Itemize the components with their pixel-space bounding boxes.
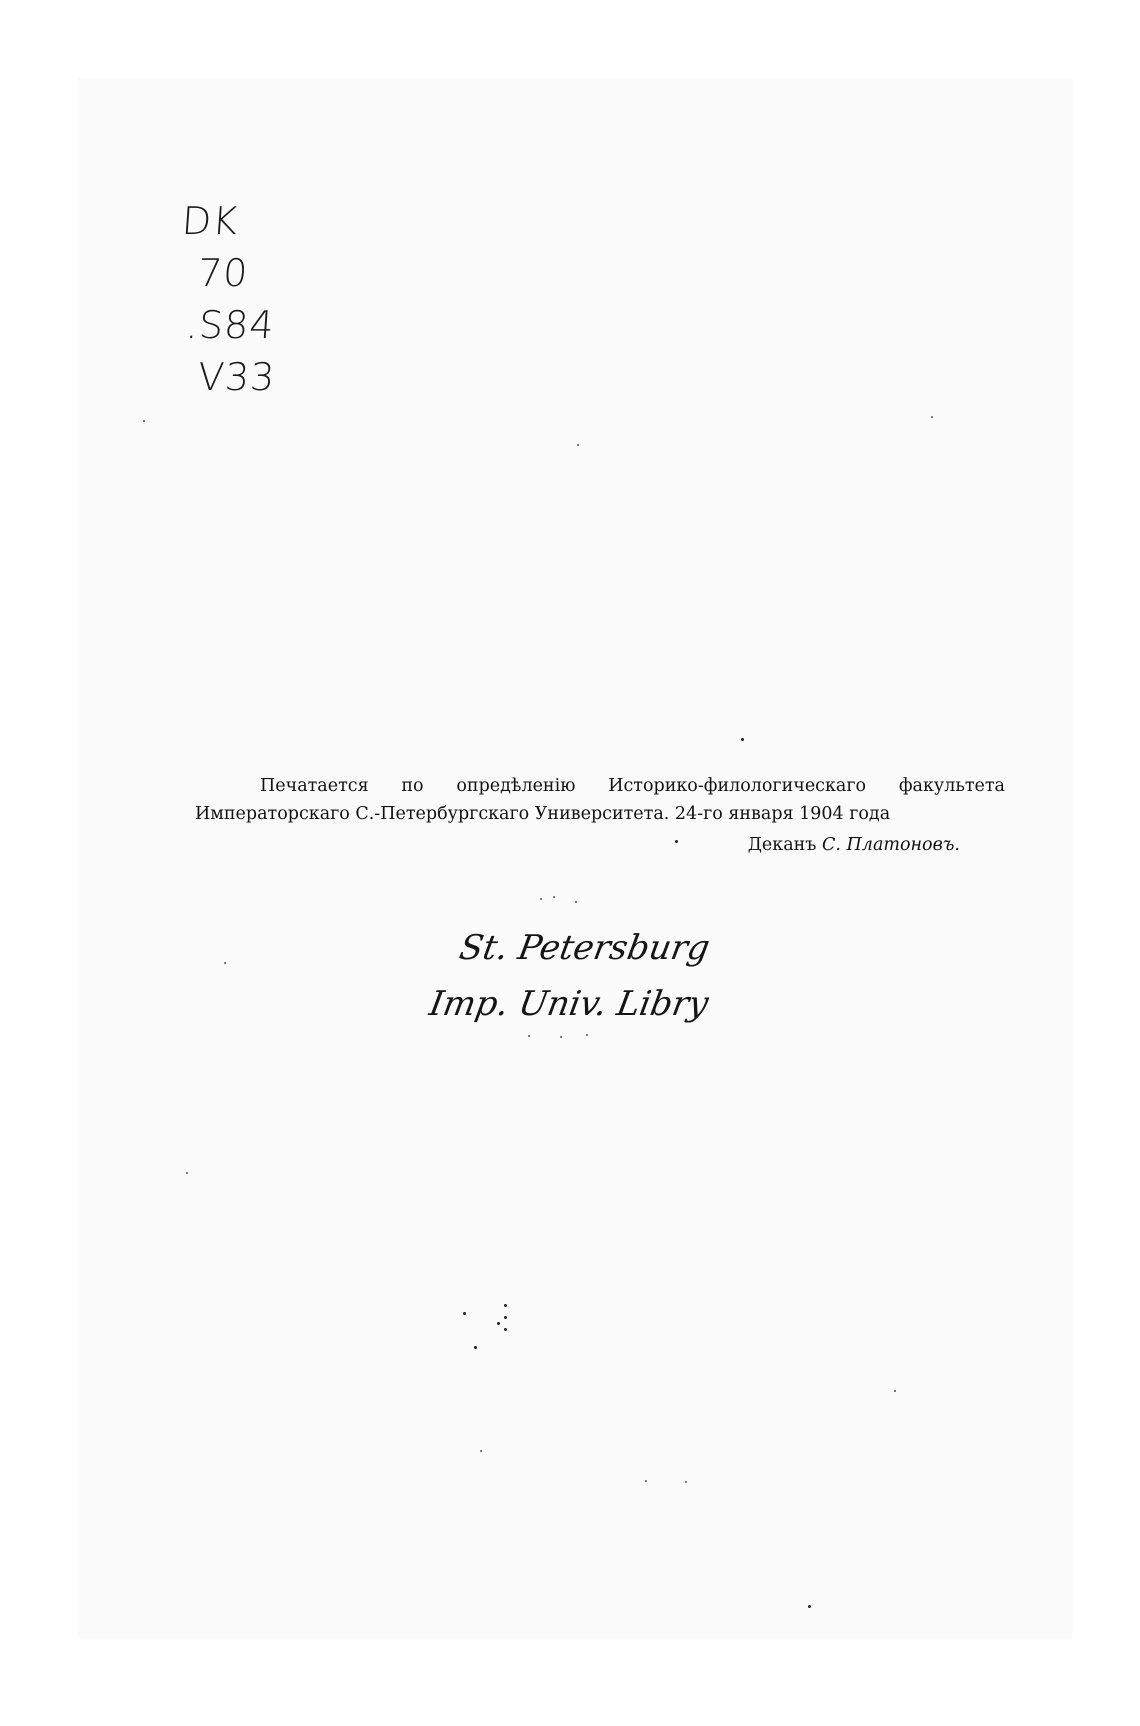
imprimatur-text: Печатается по опредѣленію Историко-филологическаго факультета Императорскаго С.-Петербургскаго Университета. 24-го января 1904 года — [195, 776, 1005, 824]
scan-speck — [474, 1346, 477, 1349]
dean-name: С. Платоновъ. — [822, 835, 960, 855]
call-number-line: .S84 — [184, 303, 277, 347]
dean-title: Деканъ — [747, 835, 817, 855]
scan-speck — [586, 1034, 588, 1036]
scan-speck — [894, 1390, 896, 1392]
handwritten-library-inscription — [426, 920, 760, 1032]
inscription-line: St. Petersburg — [456, 928, 713, 968]
scan-speck — [577, 444, 579, 446]
scan-speck — [224, 962, 226, 964]
scan-speck — [808, 1605, 811, 1608]
call-number-line: DK — [180, 199, 240, 243]
scan-speck — [480, 1450, 482, 1452]
scan-speck — [675, 840, 678, 843]
scan-speck — [931, 416, 933, 418]
scan-speck — [575, 901, 577, 903]
scan-speck — [504, 1304, 507, 1307]
scan-speck — [553, 896, 555, 898]
scan-speck — [504, 1328, 507, 1331]
scan-speck — [497, 1322, 500, 1325]
call-number-line: V33 — [196, 355, 277, 399]
handwritten-call-number — [168, 195, 328, 403]
scan-speck — [741, 738, 744, 741]
scan-speck — [463, 1312, 466, 1315]
scan-speck — [528, 1035, 530, 1037]
scan-speck — [186, 1172, 188, 1174]
scan-speck — [504, 1316, 507, 1319]
scan-speck — [540, 898, 542, 900]
scan-speck — [685, 1481, 687, 1483]
inscription-line: Imp. Univ. Libry — [426, 984, 712, 1024]
scan-speck — [645, 1480, 647, 1482]
scan-speck — [143, 420, 145, 422]
scan-speck — [560, 1036, 562, 1038]
dean-signature-line — [195, 831, 1005, 859]
imprimatur-block — [195, 772, 1005, 859]
call-number-line: 70 — [196, 251, 250, 295]
